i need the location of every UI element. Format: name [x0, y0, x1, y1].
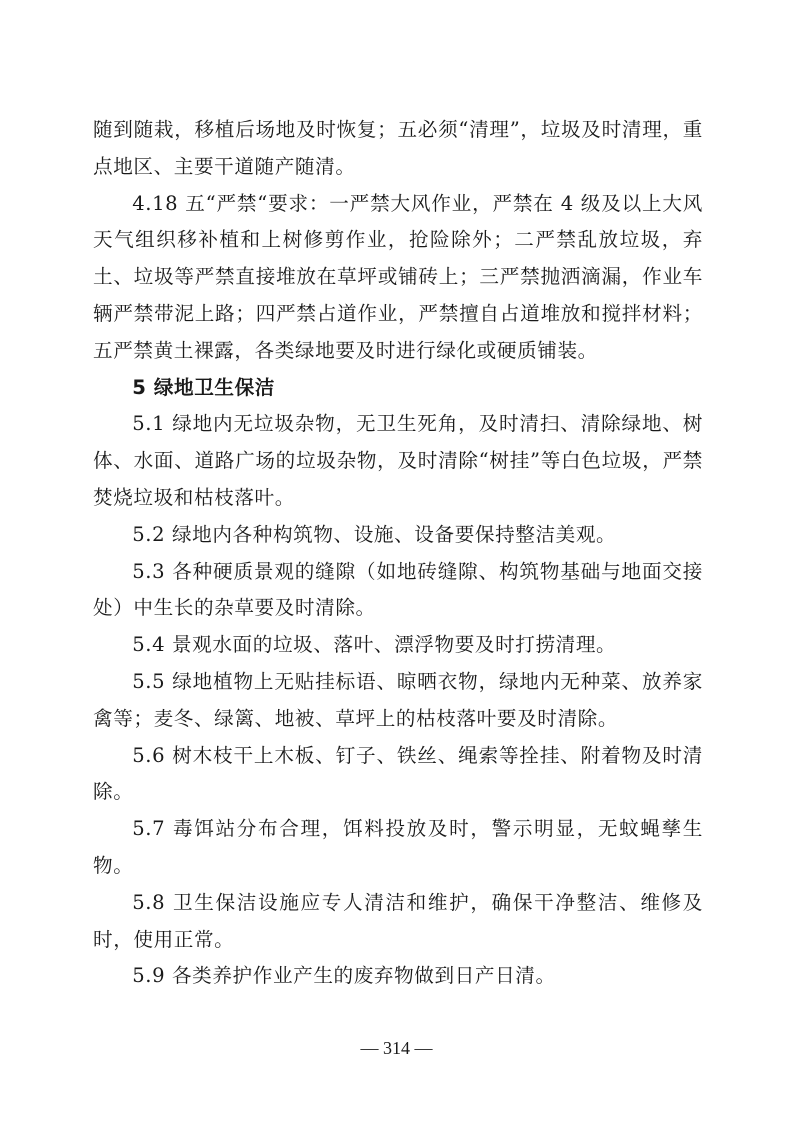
paragraph-5-6: 5.6 树木枝干上木板、钉子、铁丝、绳索等拴挂、附着物及时清除。 — [93, 743, 703, 804]
paragraph-5-2: 5.2 绿地内各种构筑物、设施、设备要保持整洁美观。 — [132, 522, 617, 546]
paragraph-5-5: 5.5 绿地植物上无贴挂标语、晾晒衣物，绿地内无种菜、放养家禽等；麦冬、绿篱、地被、草坪上的枯枝落叶要及时清除。 — [93, 669, 703, 730]
paragraph-5-3: 5.3 各种硬质景观的缝隙（如地砖缝隙、构筑物基础与地面交接处）中生长的杂草要及时清除。 — [93, 559, 703, 620]
section-heading-5: 5 绿地卫生保洁 — [132, 375, 276, 399]
paragraph-5-8: 5.8 卫生保洁设施应专人清洁和维护，确保干净整洁、维修及时，使用正常。 — [93, 890, 703, 951]
paragraph-5-4: 5.4 景观水面的垃圾、落叶、漂浮物要及时打捞清理。 — [132, 633, 617, 657]
document-page — [93, 112, 703, 995]
paragraph-continuation: 随到随栽，移植后场地及时恢复；五必须“清理”，垃圾及时清理，重点地区、主要干道随产随清。 — [93, 118, 703, 178]
paragraph-4-18: 4.18 五“严禁“要求：一严禁大风作业，严禁在 4 级及以上大风天气组织移补植和上树修剪作业，抢险除外；二严禁乱放垃圾，弃土、垃圾等严禁直接堆放在草坪或铺砖上；三严禁抛洒滴漏，作业车辆严禁带泥上路；四严禁占道作业，严禁擅自占道堆放和搅拌材料；五严禁黄土裸露，各类绿地要及时进行绿化或硬质铺装。 — [93, 191, 703, 362]
paragraph-5-7: 5.7 毒饵站分布合理，饵料投放及时，警示明显，无蚊蝇孳生物。 — [93, 817, 703, 877]
paragraph-5-9: 5.9 各类养护作业产生的废弃物做到日产日清。 — [132, 964, 556, 988]
page-number: — 314 — — [360, 1038, 433, 1058]
paragraph-5-1: 5.1 绿地内无垃圾杂物，无卫生死角，及时清扫、清除绿地、树体、水面、道路广场的垃圾杂物，及时清除“树挂”等白色垃圾，严禁焚烧垃圾和枯枝落叶。 — [93, 412, 703, 509]
